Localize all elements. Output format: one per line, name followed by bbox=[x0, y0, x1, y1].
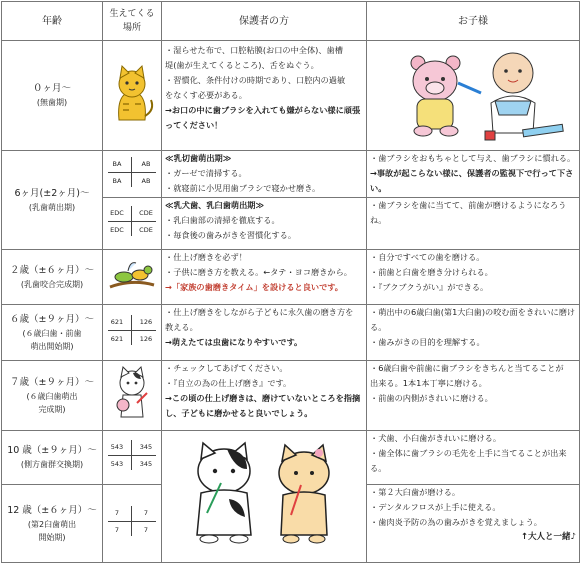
row-6-years bbox=[2, 305, 580, 361]
child-text: ・前歯の内側がきれいに磨ける。 bbox=[370, 393, 493, 403]
age-sublabel: (側方歯群交換期) bbox=[20, 460, 84, 469]
age-sublabel: (６歳臼歯萌出 bbox=[26, 391, 78, 401]
guardian-emphasis: →「家族の歯磨きタイム」を設けると良いです。 bbox=[165, 282, 343, 292]
guardian-text: ・毎食後の歯みがきを習慣化する。 bbox=[165, 230, 297, 240]
row-0-months bbox=[2, 41, 580, 151]
row-7-years bbox=[2, 361, 580, 431]
guardian-text: ・『自立の為の仕上げ磨き』です。 bbox=[165, 378, 292, 388]
guardian-cell bbox=[162, 198, 367, 250]
guardian-text: ・仕上げ磨きをしながら子どもに永久歯の磨き方を bbox=[165, 307, 354, 317]
tooth-label: 543 bbox=[110, 460, 124, 468]
age-cell bbox=[2, 361, 103, 431]
tooth-diagram-543 bbox=[103, 431, 162, 485]
age-sublabel: (乳歯咬合完成期) bbox=[20, 279, 84, 289]
guardian-text: 堤(歯が生えてくるところ)、舌をぬぐう。 bbox=[165, 60, 319, 70]
two-cats-brushing-icon bbox=[169, 439, 359, 549]
guardian-cell bbox=[162, 151, 367, 198]
age-sublabel: 完成期) bbox=[38, 404, 66, 414]
child-cell bbox=[367, 151, 580, 198]
tooth-label: 345 bbox=[139, 460, 153, 468]
child-text: ・自分ですべての歯を磨ける。 bbox=[370, 252, 485, 262]
guardian-emphasis: →この頃の仕上げ磨きは、磨けていないところを指摘し、子どもに磨かせると良いでしょう。 bbox=[165, 393, 361, 418]
child-emphasis: →事故が起こらない様に、保護者の監視下で行って下さい。 bbox=[370, 168, 574, 193]
footer-note: ↑大人と一緒♪ bbox=[520, 532, 576, 542]
header-age: 年齢 bbox=[2, 2, 103, 41]
age-label: 10 歳（±９ヶ月）～ bbox=[7, 445, 97, 456]
guardian-text: ・湿らせた布で、口腔粘膜(お口の中全体)、歯槽 bbox=[165, 45, 343, 55]
age-sublabel: 萌出開始期) bbox=[30, 341, 74, 351]
age-label: 6ヶ月(±2ヶ月)～ bbox=[14, 187, 90, 199]
tooth-label: EDC bbox=[110, 209, 124, 217]
cat-brushing-icon bbox=[107, 363, 157, 423]
bug-icon bbox=[106, 255, 158, 295]
child-text: ・デンタルフロスが上手に使える。 bbox=[370, 502, 501, 512]
child-cell bbox=[367, 485, 580, 563]
tooth-diagram-7 bbox=[103, 485, 162, 563]
bug-illustration bbox=[103, 250, 162, 305]
tooth-label: AB bbox=[141, 176, 151, 185]
age-cell bbox=[2, 41, 103, 151]
tooth-diagram-621 bbox=[103, 305, 162, 361]
cats-brushing-illustration bbox=[162, 431, 367, 563]
tooth-label: 126 bbox=[139, 318, 153, 326]
guardian-cell bbox=[162, 361, 367, 431]
row-10-years bbox=[2, 431, 580, 485]
tooth-label: 7 bbox=[143, 526, 149, 534]
child-text: ・萌出中の6歳臼歯(第1大臼歯)の咬む面をきれいに磨ける。 bbox=[370, 307, 576, 332]
tooth-label: 621 bbox=[110, 335, 124, 343]
tooth-label: 345 bbox=[139, 443, 153, 451]
child-cell bbox=[367, 305, 580, 361]
age-cell bbox=[2, 151, 103, 250]
guardian-cell bbox=[162, 41, 367, 151]
tooth-label: AB bbox=[141, 159, 151, 168]
tooth-diagram-edc bbox=[103, 198, 162, 250]
tooth-label: 543 bbox=[110, 443, 124, 451]
baby-with-bear-icon bbox=[373, 43, 573, 143]
tooth-label: 621 bbox=[110, 318, 124, 326]
tooth-label: BA bbox=[112, 176, 122, 185]
row-6-months-a bbox=[2, 151, 580, 198]
guardian-text: ・習慣化、条件付けの時期であり、口腔内の過敏 bbox=[165, 75, 346, 85]
baby-bear-illustration bbox=[367, 41, 580, 151]
child-cell bbox=[367, 198, 580, 250]
child-text: ・犬歯、小臼歯がきれいに磨ける。 bbox=[370, 433, 502, 443]
child-text: ・第２大臼歯が磨ける。 bbox=[370, 487, 461, 497]
header-guardian: 保護者の方 bbox=[162, 2, 367, 41]
age-cell bbox=[2, 250, 103, 305]
child-text: ・歯ブラシをおもちゃとして与え、歯ブラシに慣れる。 bbox=[370, 153, 576, 163]
age-label: 12 歳（±６ヶ月）～ bbox=[7, 504, 97, 516]
guardian-text: 教える。 bbox=[165, 322, 198, 332]
age-label: ６歳（±９ヶ月）～ bbox=[10, 313, 94, 325]
age-cell bbox=[2, 485, 103, 563]
tooth-label: BA bbox=[112, 159, 122, 168]
cat-illustration bbox=[103, 41, 162, 151]
dental-care-table bbox=[1, 1, 580, 563]
age-sublabel: (第2臼歯萌出 bbox=[27, 519, 77, 529]
age-sublabel: 開始期) bbox=[38, 532, 66, 542]
child-text: 出来る。1本1本丁寧に磨ける。 bbox=[370, 378, 487, 388]
guardian-text: をなくす必要がある。 bbox=[165, 90, 247, 100]
row-2-years bbox=[2, 250, 580, 305]
child-cell bbox=[367, 431, 580, 485]
tooth-label: CDE bbox=[139, 226, 153, 234]
guardian-emphasis: →お口の中に歯ブラシを入れても嫌がらない様に頑張ってください！ bbox=[165, 105, 361, 130]
child-text: ・『ブクブクうがい』ができる。 bbox=[370, 282, 489, 292]
age-sublabel: (乳歯萌出期) bbox=[28, 202, 76, 212]
guardian-text: ・ガーゼで清掃する。 bbox=[165, 168, 247, 178]
guardian-text: ・乳臼歯部の清掃を徹底する。 bbox=[165, 215, 280, 225]
header-row bbox=[2, 2, 580, 41]
tooth-label: EDC bbox=[110, 226, 124, 234]
child-cell bbox=[367, 361, 580, 431]
age-label: ２歳（±６ヶ月）～ bbox=[10, 264, 94, 276]
child-text: ・歯全体に歯ブラシの毛先を上手に当てることが出来る。 bbox=[370, 448, 567, 473]
age-sublabel: (６歳臼歯・前歯 bbox=[22, 328, 82, 338]
child-text: ・歯ブラシを歯に当てて、前歯が磨けるようになろうね。 bbox=[370, 200, 567, 225]
guardian-heading: ≪乳犬歯、乳臼歯萌出期≫ bbox=[165, 200, 265, 210]
tooth-label: CDE bbox=[139, 209, 153, 217]
child-cell bbox=[367, 250, 580, 305]
age-label: ７歳（±９ヶ月）～ bbox=[10, 376, 94, 388]
guardian-text: ・チェックしてあげてください。 bbox=[165, 363, 288, 373]
tooth-label: 7 bbox=[114, 526, 120, 534]
tooth-label: 7 bbox=[143, 509, 149, 517]
cat-icon bbox=[107, 60, 157, 126]
age-cell bbox=[2, 305, 103, 361]
guardian-cell bbox=[162, 250, 367, 305]
guardian-text: ・子供に磨き方を教える。←タテ・ヨコ磨きから。 bbox=[165, 267, 352, 277]
guardian-emphasis: →萌えたては虫歯になりやすいです。 bbox=[165, 337, 303, 347]
age-cell bbox=[2, 431, 103, 485]
child-text: ・前歯と臼歯を磨き分けられる。 bbox=[370, 267, 493, 277]
age-sublabel: (無歯期) bbox=[36, 98, 68, 107]
child-text: ・6歳臼歯や前歯に歯ブラシをきちんと当てることが bbox=[370, 363, 564, 373]
guardian-text: ・就寝前に小児用歯ブラシで寝かせ磨き。 bbox=[165, 183, 321, 193]
tooth-label: 7 bbox=[114, 509, 120, 517]
child-text: ・歯みがきの目的を理解する。 bbox=[370, 337, 485, 347]
header-child: お子様 bbox=[367, 2, 580, 41]
tooth-label: 126 bbox=[139, 335, 153, 343]
guardian-text: ・仕上げ磨きを必ず！ bbox=[165, 252, 247, 262]
guardian-cell bbox=[162, 305, 367, 361]
age-label: ０ヶ月～ bbox=[32, 83, 71, 94]
tooth-diagram-ba bbox=[103, 151, 162, 198]
child-text: ・歯肉炎予防の為の歯みがきを覚えましょう。 bbox=[370, 517, 542, 527]
cat-toothbrush-illustration bbox=[103, 361, 162, 431]
guardian-heading: ≪乳切歯萌出期≫ bbox=[165, 153, 232, 163]
header-place: 生えてくる 場所 bbox=[103, 2, 162, 41]
